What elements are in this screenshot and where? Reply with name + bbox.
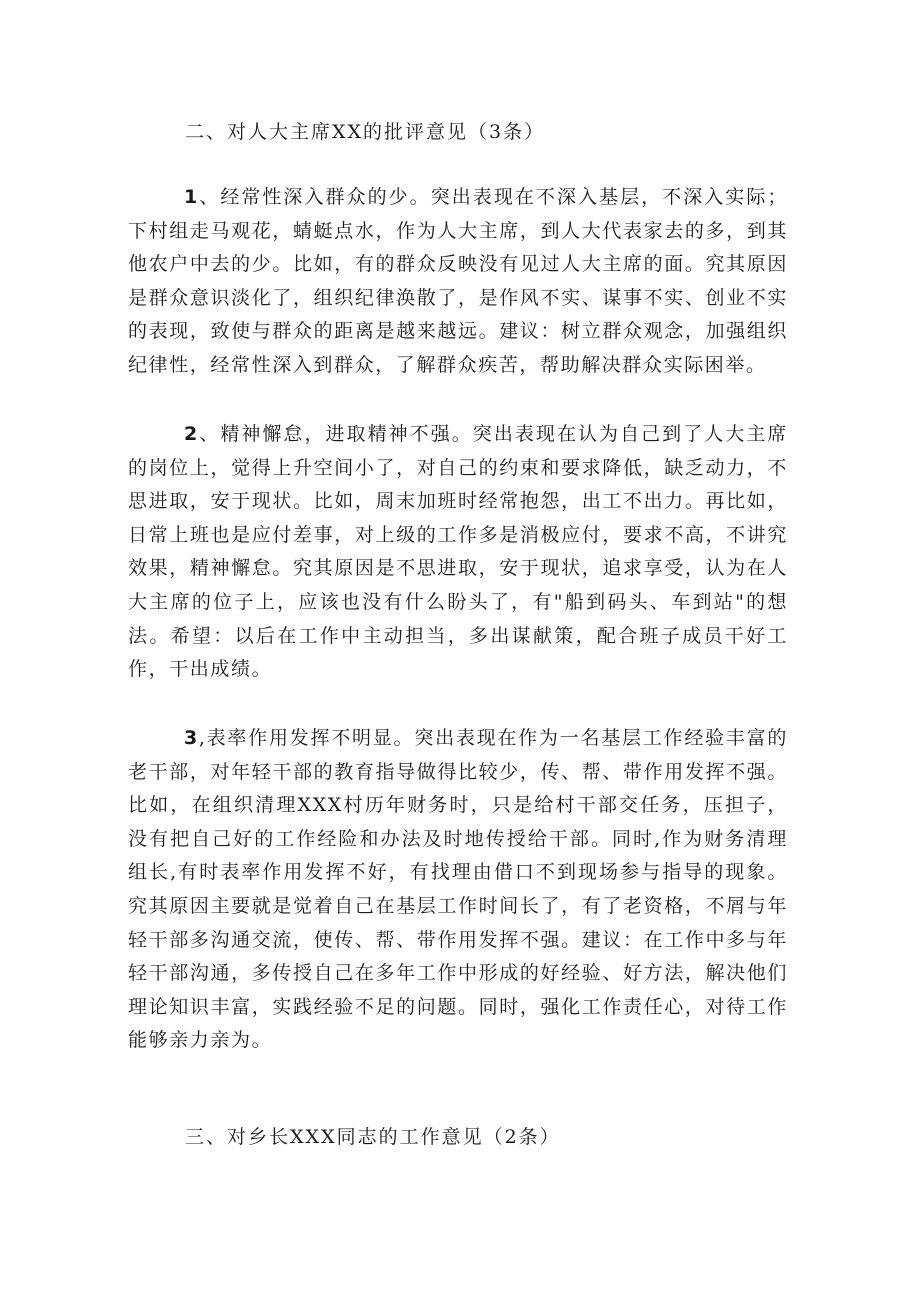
item-text: 经常性深入群众的少。突出表现在不深入基层，不深入实际；下村组走马观花，蜻蜓点水，作为人大主席，到人大代表家去的多，到其他农户中去的少。比如，有的群众反映没有见过人大主席的面。究其原因是群众意识淡化了，组织纪律涣散了，是作风不实、谋事不实、创业不实的表现，致使与群众的距离是越来越远。建议：树立群众观念，加强组织纪律性，经常性深入到群众，了解群众疾苦，帮助解决群众实际困举。 bbox=[128, 186, 788, 376]
section-heading-three: 三、对乡长XXX同志的工作意见（2条） bbox=[185, 1126, 561, 1148]
item-text: 表率作用发挥不明显。突出表现在作为一名基层工作经验丰富的老干部，对年轻干部的教育指导做得比较少，传、帮、带作用发挥不强。比如，在组织清理XXX村历年财务时，只是给村干部交任务，压担子，没有把自己好的工作经险和办法及时地传授给干部。同时,作为财务清理组长,有时表率作用发挥不好，有找理由借口不到现场参与指导的现象。究其原因主要就是觉着自己在基层工作时间长了，有了老资格，不屑与年轻干部多沟通交流，使传、帮、带作用发挥不强。建议：在工作中多与年轻干部沟通，多传授自己在多年工作中形成的好经验、好方法，解决他们理论知识丰富，实践经验不足的问题。同时，强化工作责任心，对待工作能够亲力亲为。 bbox=[128, 727, 788, 1052]
item-number: 1 bbox=[184, 186, 199, 208]
criticism-item-2 bbox=[128, 418, 788, 687]
criticism-item-3 bbox=[128, 722, 788, 1058]
item-number: 2 bbox=[184, 423, 199, 445]
item-text: 精神懈怠，进取精神不强。突出表现在认为自己到了人大主席的岗位上，觉得上升空间小了，对自己的约束和要求降低，缺乏动力，不思进取，安于现状。比如，周末加班时经常抱怨，出工不出力。再比如，日常上班也是应付差事，对上级的工作多是消极应付，要求不高，不讲究效果，精神懈怠。究其原因是不思进取，安于现状，追求享受，认为在人大主席的位子上，应该也没有什么盼头了，有"船到码头、车到站"的想法。希望：以后在工作中主动担当，多出谋献策，配合班子成员干好工作，干出成绩。 bbox=[128, 423, 788, 681]
section-heading-two: 二、对人大主席XX的批评意见（3条） bbox=[185, 121, 546, 143]
item-separator: , bbox=[198, 727, 207, 749]
criticism-item-1 bbox=[128, 181, 788, 383]
item-number: 3 bbox=[184, 727, 199, 749]
item-separator: 、 bbox=[198, 423, 221, 445]
item-separator: 、 bbox=[198, 186, 221, 208]
